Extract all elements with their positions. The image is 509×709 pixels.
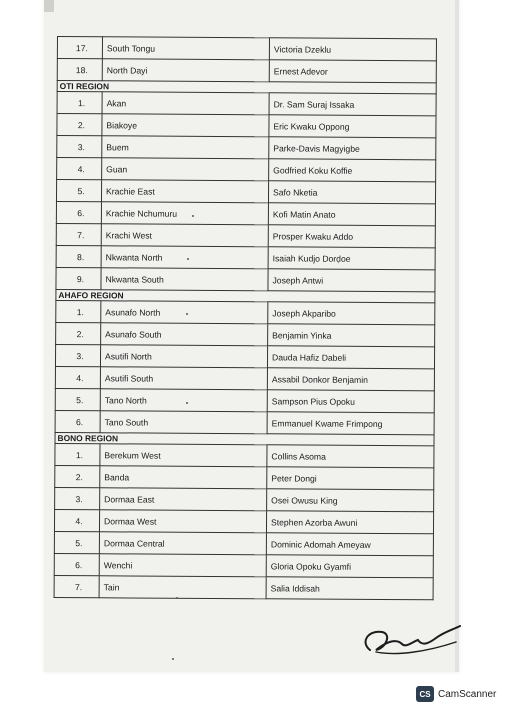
constituency-name: Krachie East	[101, 180, 268, 203]
constituency-name: Banda	[100, 466, 267, 489]
table-row	[54, 575, 433, 599]
table-row	[57, 136, 436, 160]
row-number: 3.	[55, 344, 100, 366]
member-name: Dr. Sam Suraj Issaka	[269, 93, 436, 116]
constituency-name: Nkwanta South	[101, 268, 268, 291]
constituency-name: Guan	[102, 158, 269, 181]
row-number: 2.	[57, 114, 102, 136]
member-name: Benjamin Yinka	[268, 324, 435, 347]
row-number: 5.	[54, 531, 99, 553]
member-name: Safo Nketia	[268, 181, 435, 204]
region-heading: OTI REGION	[57, 81, 436, 94]
constituency-name: Asutifi North	[100, 345, 267, 368]
table-row	[56, 223, 435, 247]
constituency-name: Asutifi South	[100, 367, 267, 390]
row-number: 9.	[56, 267, 101, 289]
member-name: Gloria Opoku Gyamfi	[266, 555, 433, 578]
constituency-name: Dormaa West	[99, 510, 266, 533]
member-name: Sampson Pius Opoku	[267, 390, 434, 413]
constituency-name: Krachie Nchumuru	[101, 202, 268, 225]
member-name: Stephen Azorba Awuni	[266, 511, 433, 534]
row-number: 17.	[57, 37, 102, 59]
row-number: 6.	[54, 553, 99, 575]
region-heading: AHAFO REGION	[56, 289, 435, 302]
speck	[176, 597, 178, 599]
row-number: 7.	[54, 575, 99, 597]
row-number: 1.	[56, 300, 101, 322]
table-row	[55, 344, 434, 368]
region-heading: BONO REGION	[55, 432, 434, 445]
constituency-name: Dormaa Central	[99, 532, 266, 555]
constituency-name: North Dayi	[102, 59, 269, 82]
member-name: Emmanuel Kwame Frimpong	[267, 412, 434, 435]
constituency-name: Nkwanta North	[101, 246, 268, 269]
row-number: 2.	[56, 322, 101, 344]
member-name: Joseph Akparibo	[268, 302, 435, 325]
speck	[186, 313, 188, 315]
member-name: Prosper Kwaku Addo	[268, 225, 435, 248]
row-number: 7.	[56, 223, 101, 245]
table-row	[56, 267, 435, 291]
table-row	[56, 322, 435, 346]
constituency-name: Buem	[102, 136, 269, 159]
constituency-name: Akan	[102, 92, 269, 115]
row-number: 4.	[54, 509, 99, 531]
row-number: 4.	[57, 158, 102, 180]
row-number: 4.	[55, 366, 100, 388]
row-number: 1.	[55, 443, 100, 465]
member-name: Assabil Donkor Benjamin	[267, 368, 434, 391]
page-edge	[455, 0, 459, 672]
row-number: 5.	[56, 180, 101, 202]
member-name: Salia Iddisah	[266, 577, 433, 600]
table-row	[54, 531, 433, 555]
member-name: Kofi Matin Anato	[268, 203, 435, 226]
member-name: Dominic Adomah Ameyaw	[266, 533, 433, 556]
constituency-name: Tain	[99, 576, 266, 599]
speck	[192, 215, 194, 217]
row-number: 2.	[55, 465, 100, 487]
member-name: Peter Dongi	[267, 467, 434, 490]
camscanner-label: CamScanner	[438, 688, 497, 700]
constituency-name: Asunafo North	[101, 301, 268, 324]
member-name: Osei Owusu King	[267, 489, 434, 512]
constituency-table-wrapper	[54, 36, 437, 600]
table-row	[54, 509, 433, 533]
camscanner-logo-icon: CS	[416, 686, 434, 702]
row-number: 8.	[56, 245, 101, 267]
constituency-name: Dormaa East	[100, 488, 267, 511]
table-row	[57, 37, 436, 61]
member-name: Victoria Dzeklu	[269, 38, 436, 61]
table-row	[56, 180, 435, 204]
member-name: Isaiah Kudjo Dorḍoe	[268, 247, 435, 270]
member-name: Collins Asoma	[267, 445, 434, 468]
table-row	[55, 366, 434, 390]
row-number: 6.	[56, 201, 101, 223]
constituency-name: Asunafo South	[101, 323, 268, 346]
row-number: 1.	[57, 92, 102, 114]
table-row	[56, 245, 435, 269]
row-number: 3.	[55, 487, 100, 509]
member-name: Godfried Koku Koffie	[269, 159, 436, 182]
constituency-name: Berekum West	[100, 444, 267, 467]
speck	[186, 402, 188, 404]
speck	[172, 658, 174, 660]
member-name: Parke-Davis Magyigbe	[269, 137, 436, 160]
handwritten-signature	[356, 612, 466, 662]
row-number: 6.	[55, 410, 100, 432]
table-row	[55, 388, 434, 412]
constituency-table	[54, 36, 437, 600]
row-number: 5.	[55, 388, 100, 410]
constituency-name: Tano North	[100, 389, 267, 412]
member-name: Joseph Antwi	[268, 269, 435, 292]
table-row	[55, 487, 434, 511]
table-row	[54, 553, 433, 577]
member-name: Dauda Hafiz Dabeli	[267, 346, 434, 369]
table-row	[57, 59, 436, 83]
page-fold	[44, 0, 54, 12]
camscanner-watermark	[416, 685, 496, 703]
constituency-name: Biakoye	[102, 114, 269, 137]
table-row	[56, 300, 435, 324]
speck	[187, 258, 189, 260]
member-name: Ernest Adevor	[269, 60, 436, 83]
table-row	[56, 201, 435, 225]
table-row	[57, 114, 436, 138]
table-row	[55, 465, 434, 489]
constituency-name: Wenchi	[99, 554, 266, 577]
member-name: Eric Kwaku Oppong	[269, 115, 436, 138]
table-row	[57, 92, 436, 116]
constituency-name: Tano South	[100, 411, 267, 434]
constituency-name: South Tongu	[102, 37, 269, 60]
row-number: 3.	[57, 136, 102, 158]
row-number: 18.	[57, 59, 102, 81]
constituency-name: Krachi West	[101, 224, 268, 247]
table-row	[55, 443, 434, 467]
table-row	[55, 410, 434, 434]
table-row	[57, 158, 436, 182]
